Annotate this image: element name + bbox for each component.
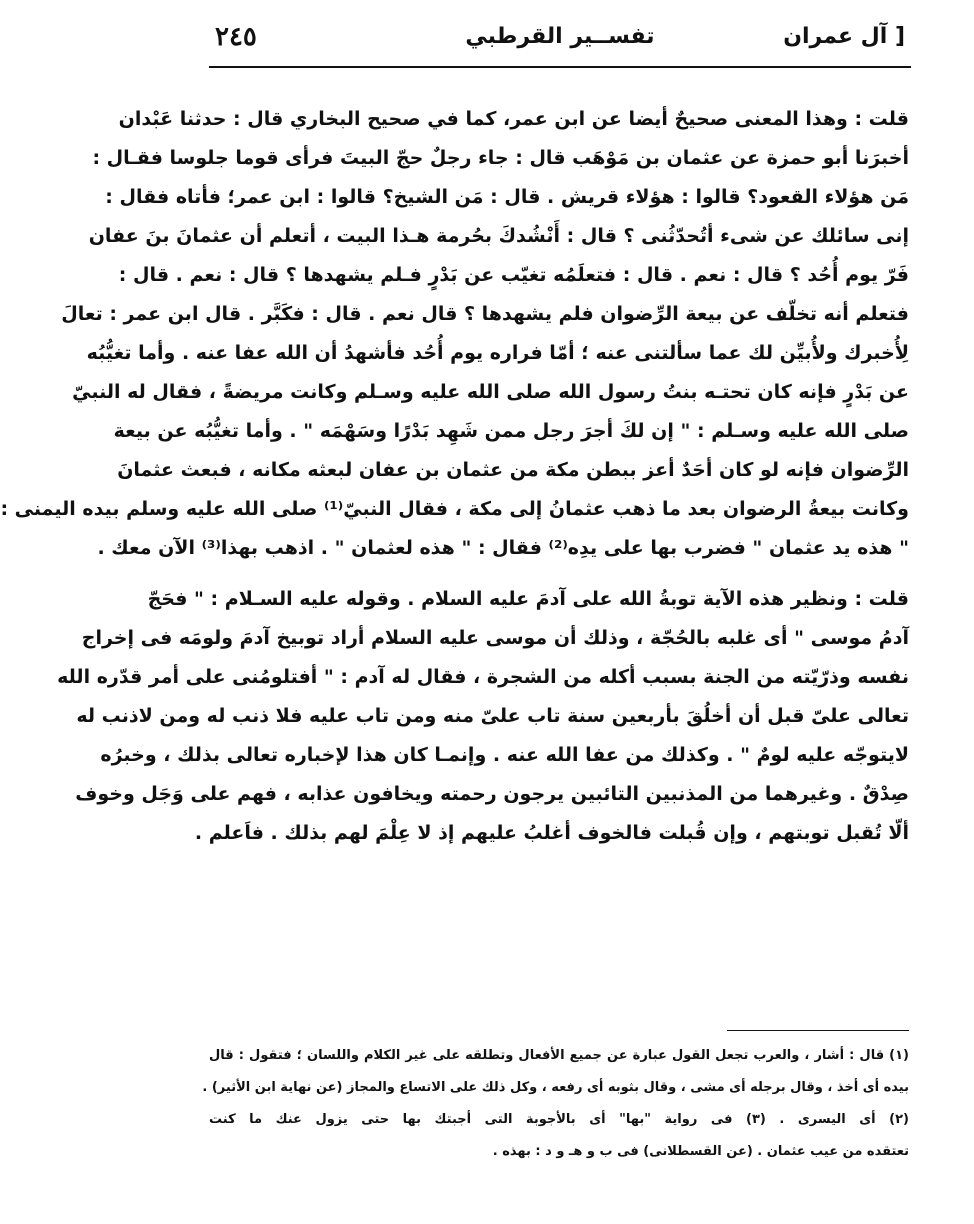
surah-name: آل عمران ] xyxy=(783,24,905,49)
footnote-rule xyxy=(727,1030,909,1031)
text-line: صِدْقٌ . وغيرهما من المذنبين التائبين يرجون رحمته ويخافون عذابه ، فهم على وَجَل وخوف xyxy=(75,783,909,805)
footnote-line: تعتقده من عيب عثمان . (عن القسطلانى) فى ب و هـ و د : بهذه . xyxy=(492,1144,909,1159)
footnote-line: (١) قال : أشار ، والعرب تجعل القول عبارة عن جميع الأفعال وتطلقه على غير الكلام واللسان ؛ فتقول : قال xyxy=(209,1048,909,1063)
text-line: فتعلم أنه تخلّف عن بيعة الرِّضوان فلم يشهدها ؟ قال نعم . قال : فكَبَّر . قال ابن عمر : تعالَ xyxy=(61,303,909,325)
text-line: " هذه يد عثمان " فضرب بها على يدِه⁽²⁾ فقال : " هذه لعثمان " . اذهب بهذا⁽³⁾ الآن معك . xyxy=(97,537,909,559)
text-line: قلت : ونظير هذه الآية توبةُ الله على آدمَ عليه السلام . وقوله عليه السـلام : " فحَجّ xyxy=(147,588,909,610)
running-header xyxy=(209,20,911,64)
paragraph-2 xyxy=(57,580,909,853)
footnote-line: بيده أى أخذ ، وقال برجله أى مشى ، وقال بثوبه أى رفعه ، وكل ذلك على الاتساع والمجاز (عن نهاية ابن الأثير) . xyxy=(202,1080,909,1095)
text-line: آدمُ موسى " أى غلبه بالحُجّة ، وذلك أن موسى عليه السلام أراد توبيخ آدمَ ولومَه فى إخراج xyxy=(81,627,909,649)
text-line: إنى سائلك عن شىء أتُحدّثُنى ؟ قال : أَنْشُدكَ بحُرمة هـذا البيت ، أتعلم أن عثمانَ بنَ عفان xyxy=(88,225,909,247)
text-line: ألّا تُقبل توبتهم ، وإن قُبلت فالخوف أغلبُ عليهم إذ لا عِلْمَ لهم بذلك . فاَعلم . xyxy=(194,822,909,844)
paragraph-1 xyxy=(0,100,909,568)
text-line: قلت : وهذا المعنى صحيحٌ أيضا عن ابن عمر، كما في صحيح البخاري قال : حدثنا عَبْدان xyxy=(118,108,909,130)
text-line: نفسه وذرّيّته من الجنة بسبب أكله من الشجرة ، فقال له آدم : " أفتلومُنى على أمر قدّره الله xyxy=(57,666,909,688)
text-line: الرِّضوان فإنه لو كان أحَدٌ أعز ببطن مكة من عثمان بن عفان لبعثه مكانه ، فبعث عثمانَ xyxy=(117,459,909,481)
text-line: فَرّ يوم أُحُد ؟ قال : نعم . قال : فتعلَمُه تغيّب عن بَدْرٍ فـلم يشهدها ؟ قال : نعم . قال : xyxy=(118,264,909,286)
header-rule xyxy=(209,66,911,68)
text-line: أخبرَنا أبو حمزة عن عثمان بن مَوْهَب قال : جاء رجلٌ حجّ البيتَ فرأى قوما جلوسا فقـال : xyxy=(92,147,909,169)
text-line: تعالى علىّ قبل أن أخلُقَ بأربعين سنة تاب علىّ منه ومن تاب عليه فلا ذنب له ومن لاذنب له xyxy=(76,705,909,727)
text-line: وكانت بيعةُ الرضوان بعد ما ذهب عثمانُ إلى مكة ، فقال النبيّ⁽¹⁾ صلى الله عليه وسلم بيده اليمنى : xyxy=(0,498,909,520)
text-line: لايتوجّه عليه لومٌ " . وكذلك من عفا الله عنه . وإنمـا كان هذا لإخباره تعالى بذلك ، وخبرُه xyxy=(100,744,909,766)
text-line: صلى الله عليه وسـلم : " إن لكَ أجرَ رجل ممن شَهِد بَدْرًا وسَهْمَه " . وأما تغيُّبُه عن بيعة xyxy=(113,420,909,442)
paragraph-gap xyxy=(209,568,909,580)
footnotes xyxy=(202,1040,909,1168)
main-text xyxy=(0,100,909,853)
text-line: لِأُخبرك ولأُبيِّن لك عما سألتنى عنه ؛ أمّا فراره يوم أُحُد فأشهدُ أن الله عفا عنه . وأما تغيُّبُه xyxy=(86,342,909,364)
text-line: عن بَدْرٍ فإنه كان تحتـه بنتُ رسول الله صلى الله عليه وسـلم وكانت مريضةً ، فقال له النبيّ xyxy=(72,381,909,403)
page-number: ٢٤٥ xyxy=(215,22,257,52)
footnote-line: (٢) أى اليسرى . (٣) فى رواية "بها" أى بالأجوبة التى أجبتك بها حتى يزول عنك ما كنت xyxy=(209,1112,909,1127)
book-title: تفســير القرطبي xyxy=(465,24,655,49)
text-line: مَن هؤلاء القعود؟ قالوا : هؤلاء قريش . قال : مَن الشيخ؟ قالوا : ابن عمر؛ فأتاه فقال : xyxy=(105,186,909,208)
